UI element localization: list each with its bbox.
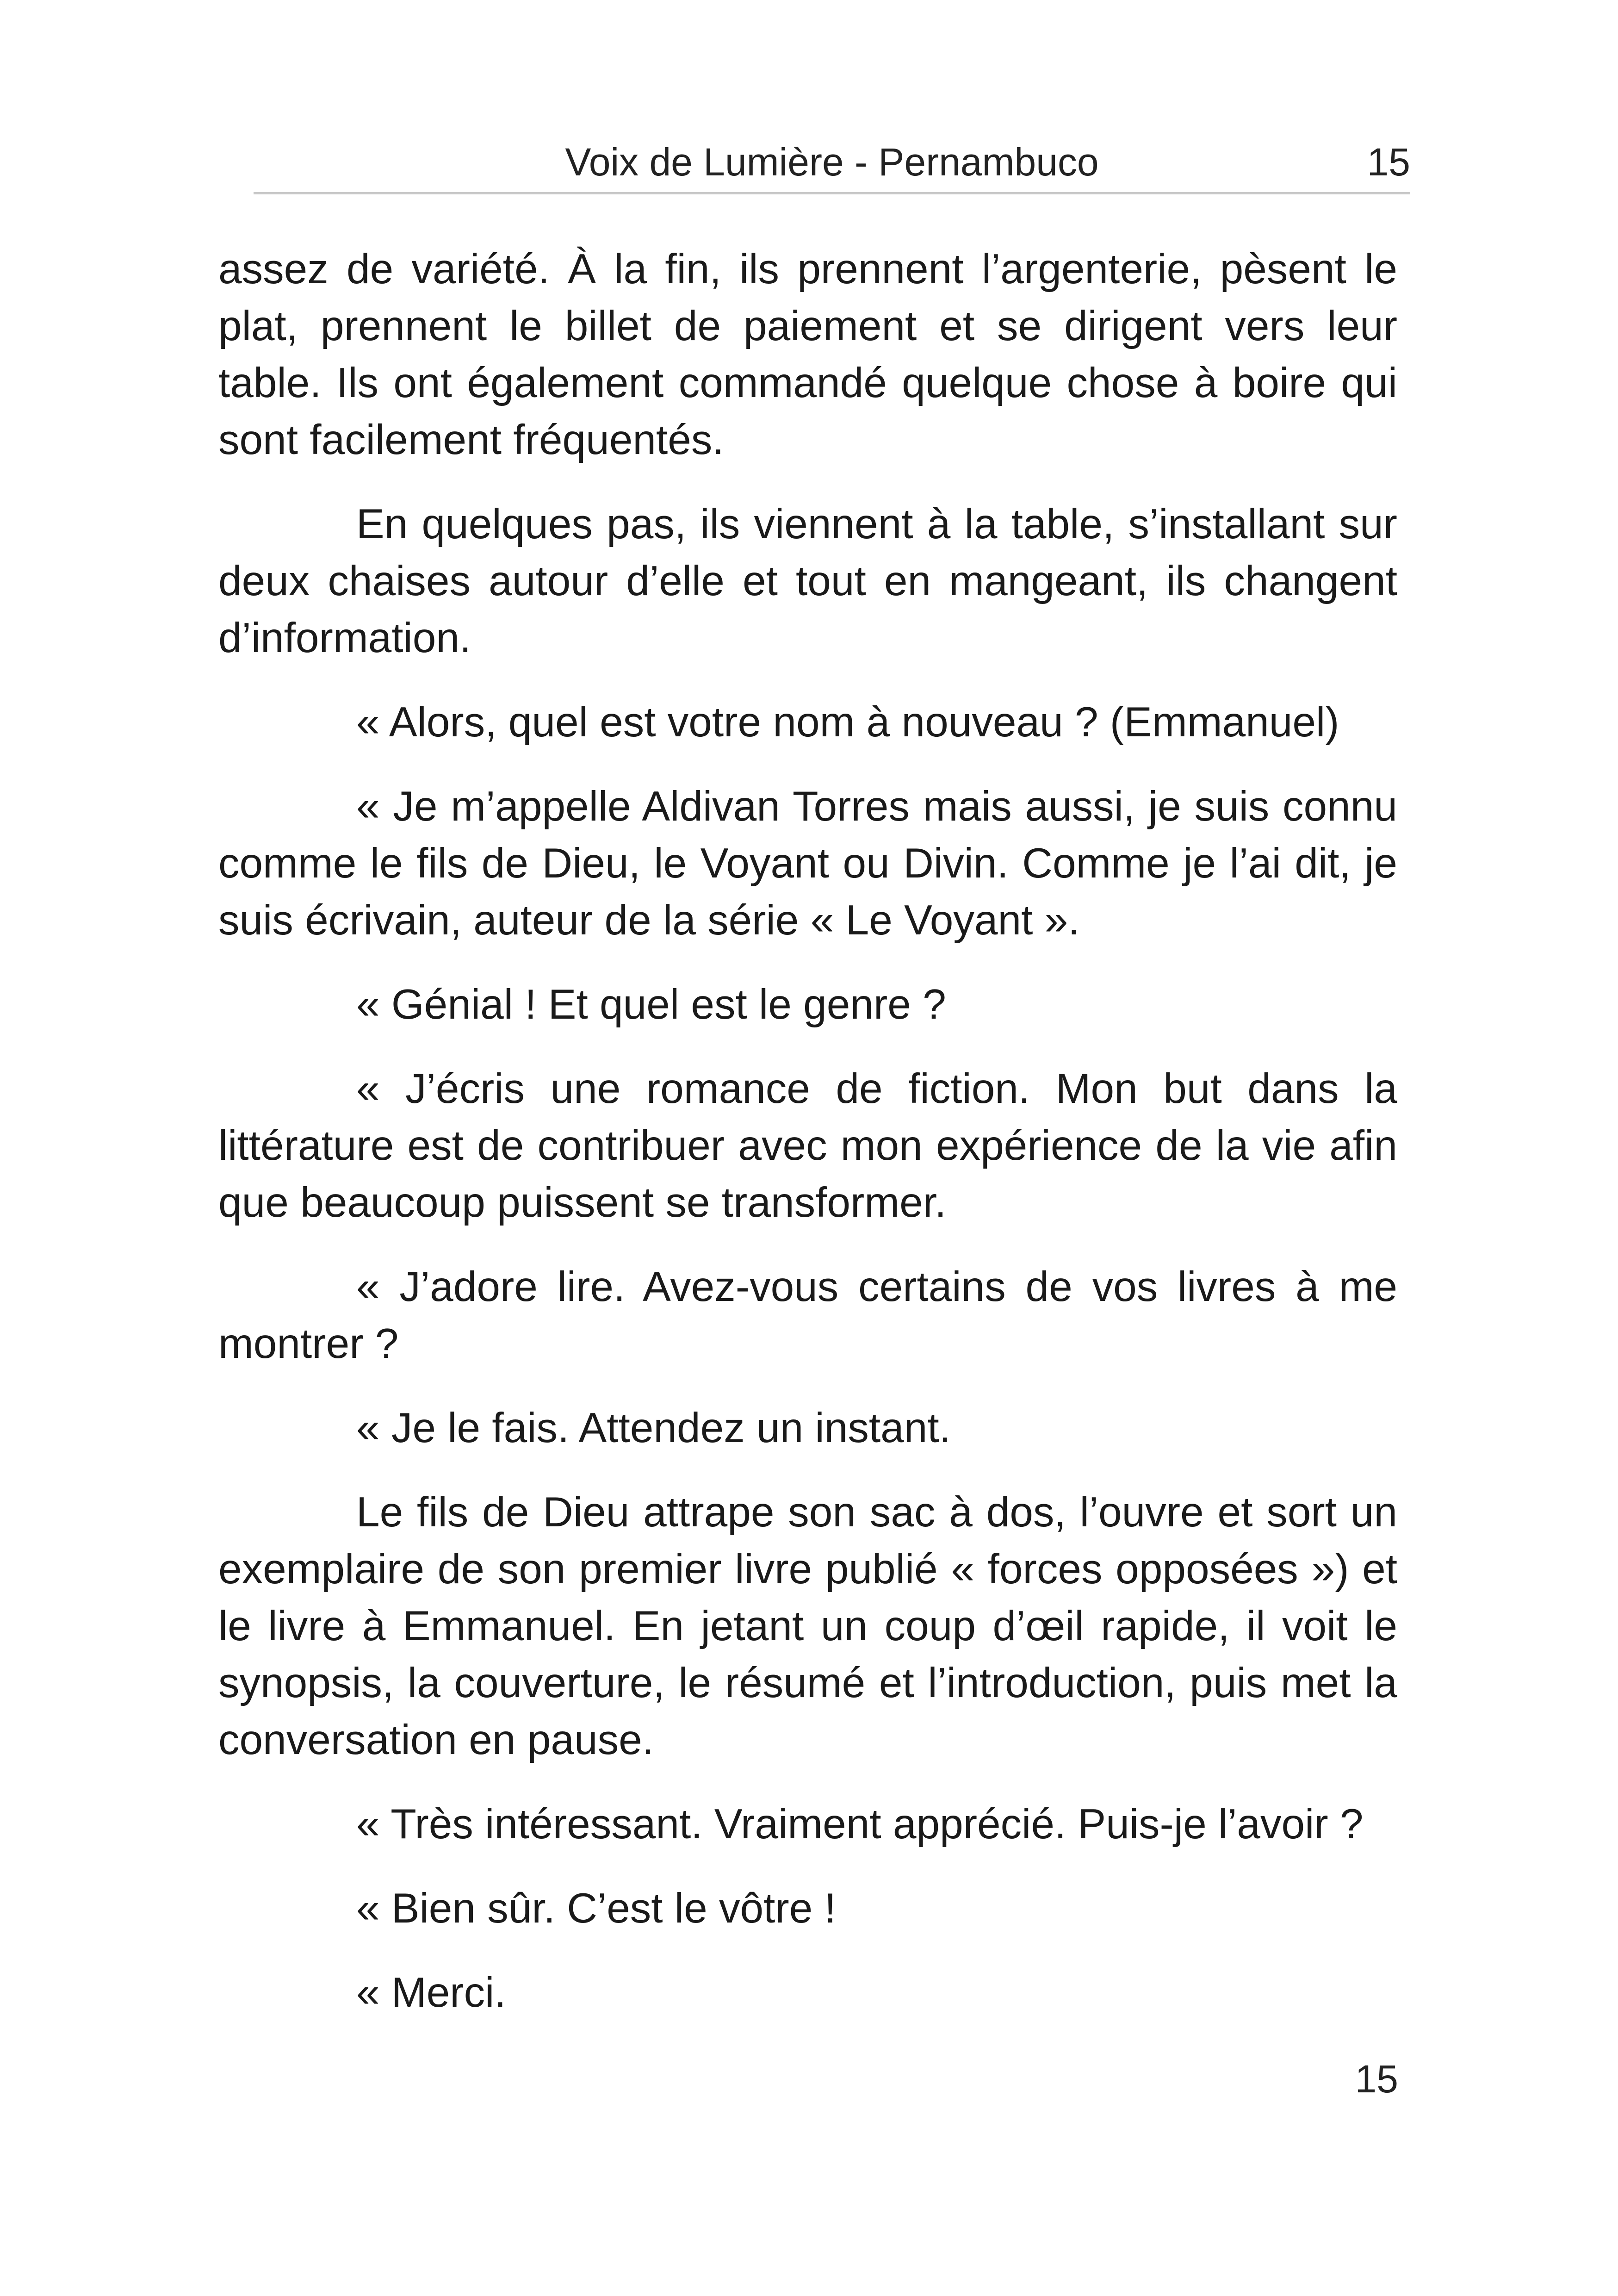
header-title: Voix de Lumière - Pernambuco <box>565 140 1099 184</box>
paragraph: « J’écris une romance de fiction. Mon but dans la littérature est de contribuer avec mon expérience de la vie afin que beaucoup puissent se transformer. <box>218 1065 1397 1226</box>
paragraph: « J’adore lire. Avez-vous certains de vos livres à me montrer ? <box>218 1263 1397 1367</box>
paragraph: « Bien sûr. C’est le vôtre ! <box>356 1885 836 1932</box>
running-header <box>254 134 1410 194</box>
paragraph: « Très intéressant. Vraiment apprécié. Puis-je l’avoir ? <box>356 1801 1364 1848</box>
header-page-number: 15 <box>1367 140 1410 184</box>
paragraph: « Alors, quel est votre nom à nouveau ? (Emmanuel) <box>356 699 1339 746</box>
paragraph: « Je le fais. Attendez un instant. <box>356 1405 951 1451</box>
footer-page-number: 15 <box>1355 2057 1398 2101</box>
paragraph: « Je m’appelle Aldivan Torres mais aussi, je suis connu comme le fils de Dieu, le Voyant ou Divin. Comme je l’ai dit, je suis écrivain, auteur de la série « Le Voyant ». <box>218 783 1397 944</box>
paragraph: En quelques pas, ils viennent à la table, s’installant sur deux chaises autour d’elle et tout en mangeant, ils changent d’information. <box>218 501 1397 661</box>
paragraph: « Génial ! Et quel est le genre ? <box>356 981 946 1028</box>
paragraph: assez de variété. À la fin, ils prennent l’argenterie, pèsent le plat, prennent le billet de paiement et se dirigent vers leur table. Ils ont également commandé quelque chose à boire qui sont facilement fréquentés. <box>218 246 1397 463</box>
paragraph: « Merci. <box>356 1969 506 2016</box>
body-text <box>218 241 1397 2048</box>
paragraph: Le fils de Dieu attrape son sac à dos, l’ouvre et sort un exemplaire de son premier livre publié « forces opposées ») et le livre à Emmanuel. En jetant un coup d’œil rapide, il voit le synopsis, la couverture, le résumé et l’introduction, puis met la conversation en pause. <box>218 1489 1397 1763</box>
